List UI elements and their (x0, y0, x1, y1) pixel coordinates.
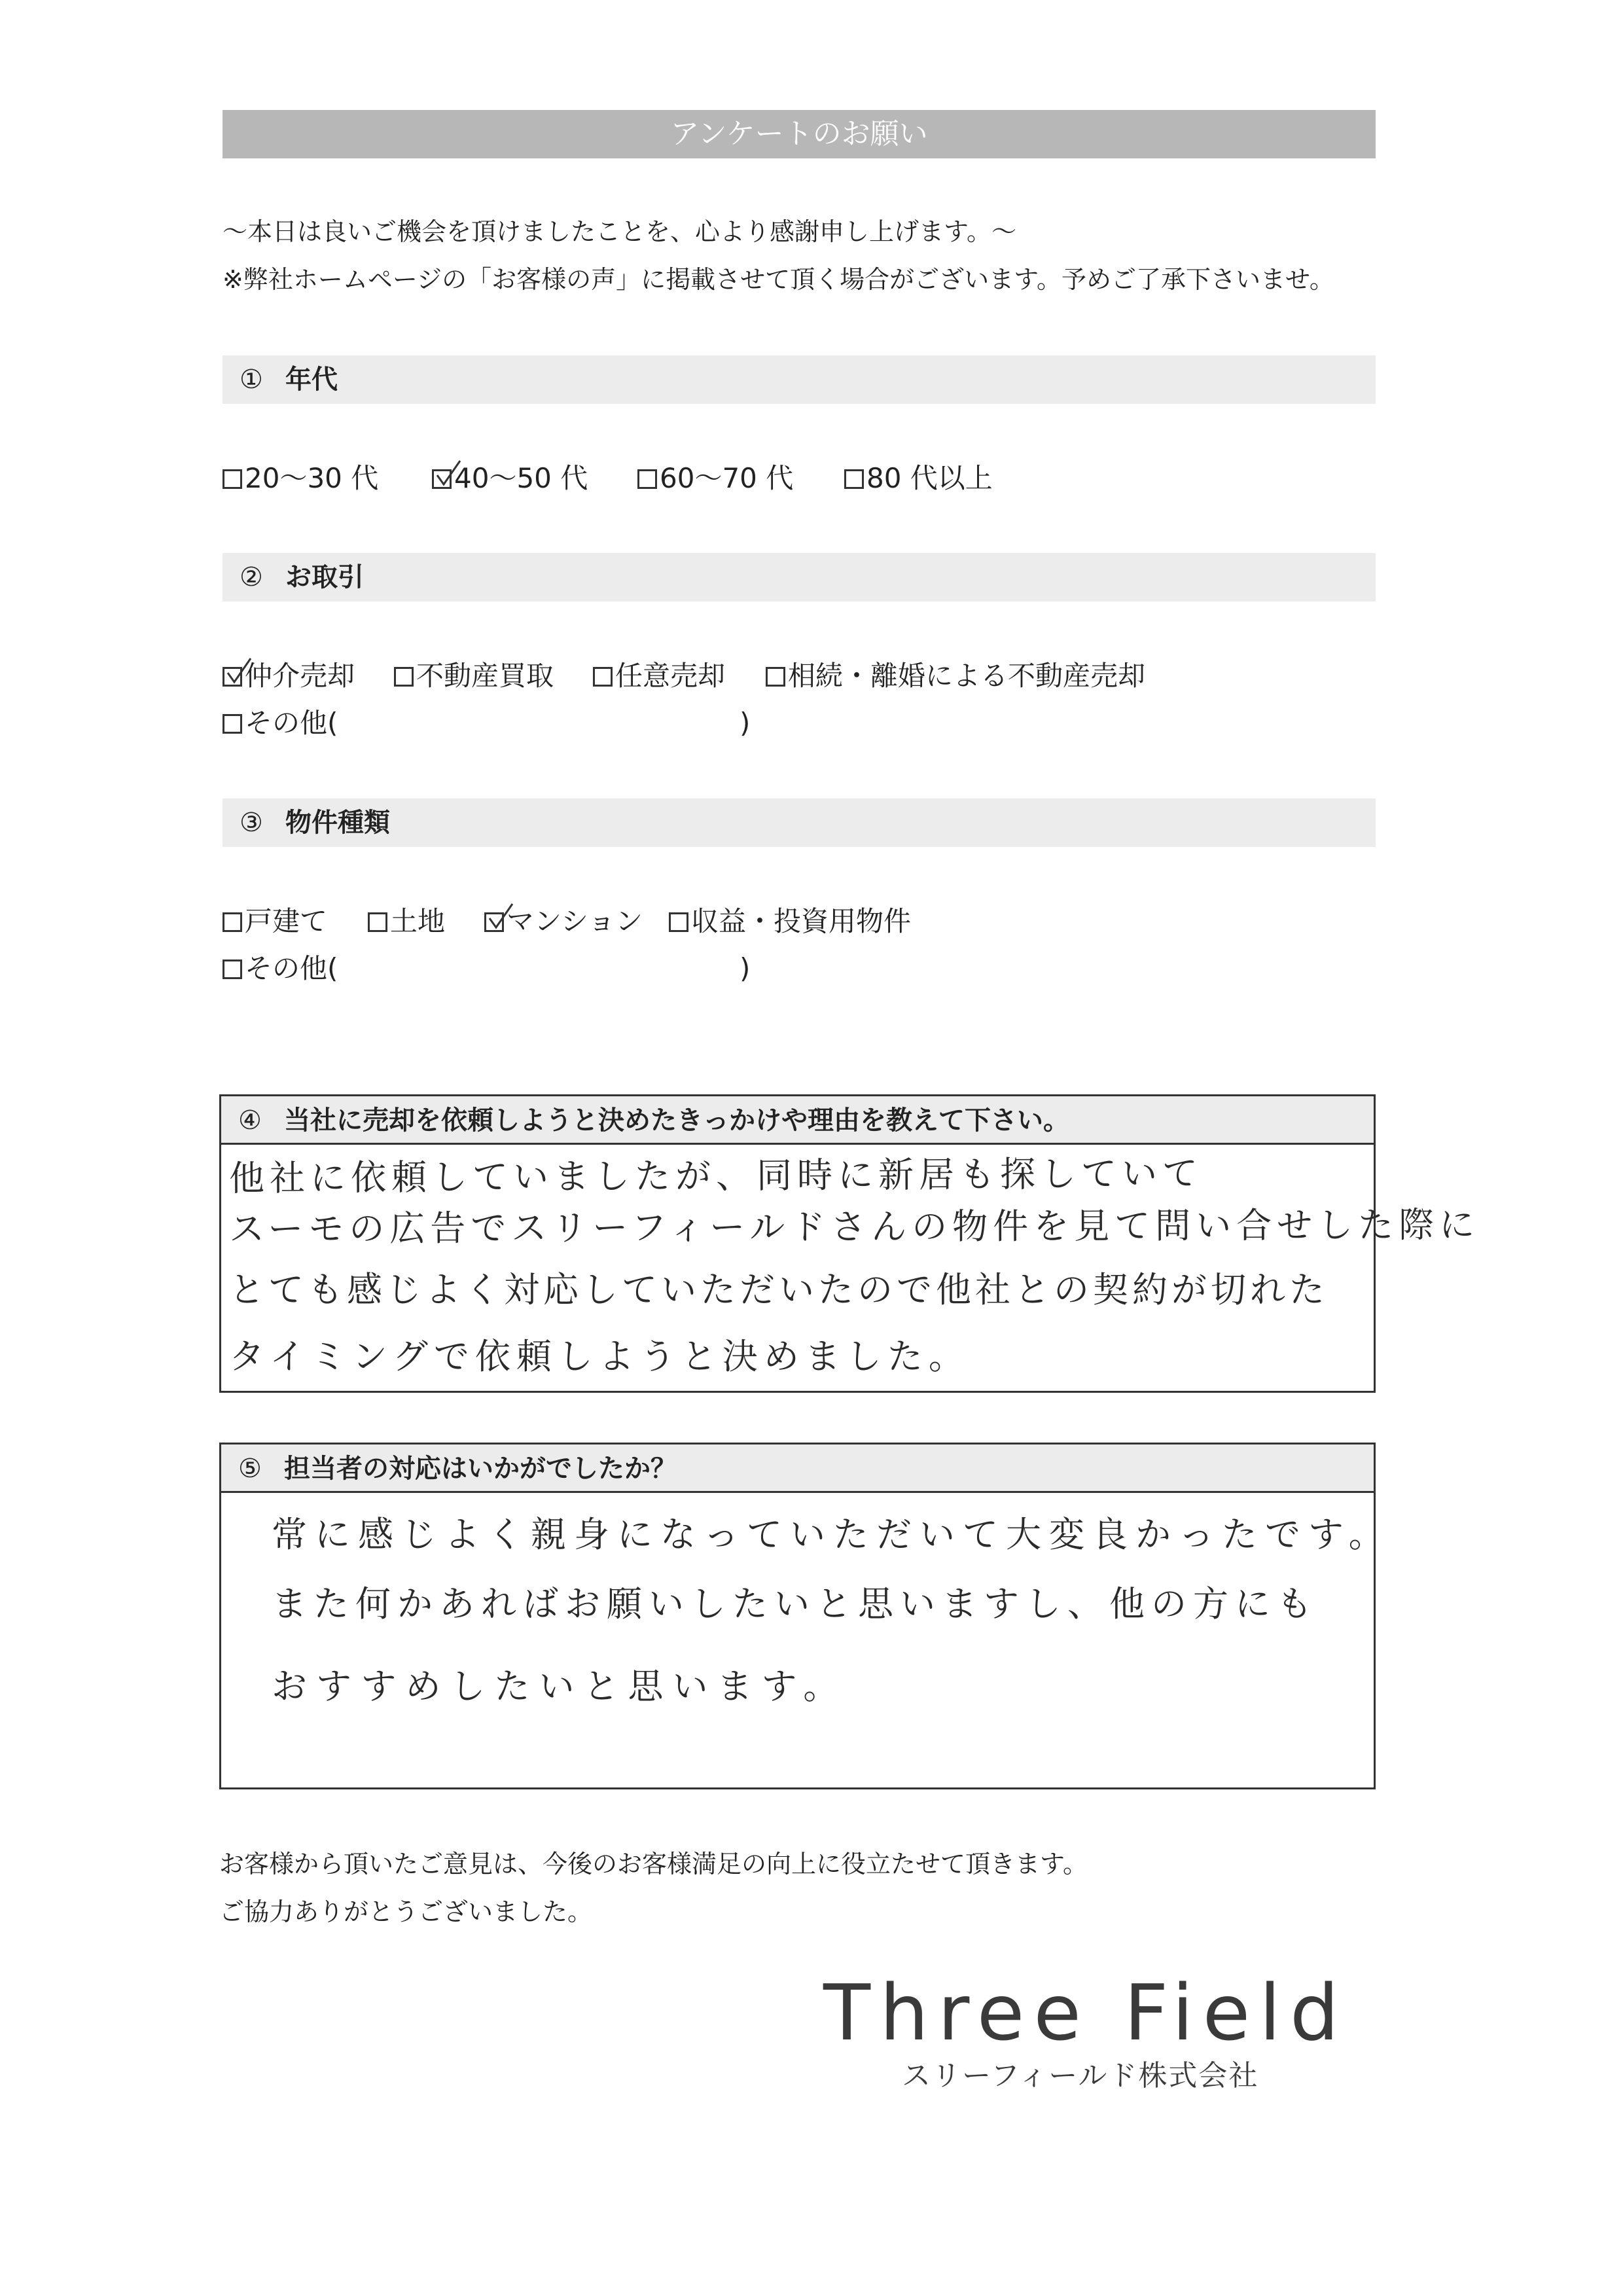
checkbox-icon[interactable] (766, 667, 785, 687)
handwritten-answer-line: 常に感じよく親身になっていただいて大変良かったです。 (272, 1514, 1392, 1555)
option-label: 80 代以上 (866, 462, 993, 494)
handwritten-answer-line: スーモの広告でスリーフィールドさんの物件を見て問い合せした際に (228, 1204, 1480, 1250)
option-label: 20～30 代 (245, 462, 379, 494)
transaction-option-purchase[interactable] (394, 662, 554, 690)
property-option-condo[interactable] (484, 905, 643, 937)
option-label: 土地 (390, 905, 446, 937)
section-transaction-header (223, 553, 1376, 601)
option-label: その他( (245, 952, 338, 984)
transaction-option-voluntary[interactable] (593, 662, 725, 690)
option-label: 仲介売却 (245, 660, 355, 692)
question-staff-header (221, 1444, 1374, 1493)
option-label: 60～70 代 (660, 462, 794, 494)
checked-checkbox-icon[interactable] (223, 667, 242, 687)
handwritten-answer-line: 他社に依頼していましたが、同時に新居も探していて (228, 1153, 1204, 1199)
closing-thanks-line: ご協力ありがとうございました。 (219, 1897, 593, 1926)
age-option-20-30[interactable] (223, 462, 379, 494)
checkbox-icon[interactable] (593, 667, 613, 687)
checkbox-icon[interactable] (669, 912, 688, 932)
checkbox-icon[interactable] (223, 912, 242, 932)
age-option-60-70[interactable] (637, 462, 794, 494)
company-logo-text: Three Field (823, 1967, 1348, 2058)
intro-gratitude-line: ～本日は良いご機会を頂けましたことを、心より感謝申し上げます。～ (223, 217, 1016, 246)
checked-checkbox-icon[interactable] (432, 469, 452, 489)
property-option-house[interactable] (223, 905, 328, 937)
handwritten-answer-line: おすすめしたいと思います。 (272, 1666, 848, 1707)
question-text: 担当者の対応はいかがでしたか？ (284, 1454, 677, 1484)
question-number: ⑤ (238, 1454, 262, 1484)
question-number: ④ (238, 1105, 262, 1136)
checkbox-icon[interactable] (223, 714, 242, 734)
property-option-land[interactable] (368, 905, 446, 937)
section-age-header (223, 355, 1376, 404)
age-option-80-plus[interactable] (844, 462, 993, 494)
option-label: 不動産買取 (416, 660, 554, 692)
property-option-investment[interactable] (669, 905, 912, 937)
handwritten-answer-line: とても感じよく対応していただいたので他社との契約が切れた (229, 1269, 1329, 1310)
checkbox-icon[interactable] (394, 667, 414, 687)
closing-feedback-line: お客様から頂いたご意見は、今後のお客様満足の向上に役立たせて頂きます。 (219, 1850, 1088, 1878)
section-number: ③ (240, 808, 263, 838)
checkbox-icon[interactable] (844, 469, 864, 489)
transaction-option-brokerage[interactable] (223, 662, 355, 690)
page-title: アンケートのお願い (223, 110, 1376, 158)
section-title: 物件種類 (285, 808, 390, 838)
option-label: マンション (507, 905, 643, 937)
checkbox-icon[interactable] (368, 912, 387, 932)
other-paren-close: ) (740, 952, 751, 984)
question-reason-header (221, 1096, 1374, 1145)
checkbox-icon[interactable] (637, 469, 657, 489)
section-title: お取引 (285, 562, 364, 592)
other-paren-close: ) (740, 707, 751, 739)
option-label: 任意売却 (615, 660, 726, 692)
option-label: その他( (245, 707, 338, 739)
section-title: 年代 (285, 365, 338, 395)
section-number: ① (240, 365, 263, 395)
option-label: 戸建て (245, 905, 328, 937)
checkbox-icon[interactable] (223, 960, 242, 979)
property-option-other[interactable] (223, 952, 338, 984)
age-option-40-50[interactable] (432, 462, 588, 494)
transaction-option-inheritance[interactable] (766, 662, 1145, 690)
checkbox-icon[interactable] (223, 469, 242, 489)
section-number: ② (240, 562, 263, 592)
option-label: 収益・投資用物件 (691, 905, 912, 937)
option-label: 相続・離婚による不動産売却 (788, 660, 1146, 692)
section-property-header (223, 798, 1376, 847)
company-name-jp: スリーフィールド株式会社 (902, 2059, 1259, 2092)
handwritten-answer-line: タイミングで依頼しようと決めました。 (229, 1336, 970, 1377)
intro-notice-line: ※弊社ホームページの「お客様の声」に掲載させて頂く場合がございます。予めご了承下さいませ。 (223, 265, 1334, 294)
checked-checkbox-icon[interactable] (484, 912, 504, 932)
question-text: 当社に売却を依頼しようと決めたきっかけや理由を教えて下さい。 (284, 1105, 1069, 1136)
option-label: 40～50 代 (454, 462, 588, 494)
transaction-option-other[interactable] (223, 709, 338, 737)
handwritten-answer-line: また何かあればお願いしたいと思いますし、他の方にも (272, 1583, 1319, 1624)
